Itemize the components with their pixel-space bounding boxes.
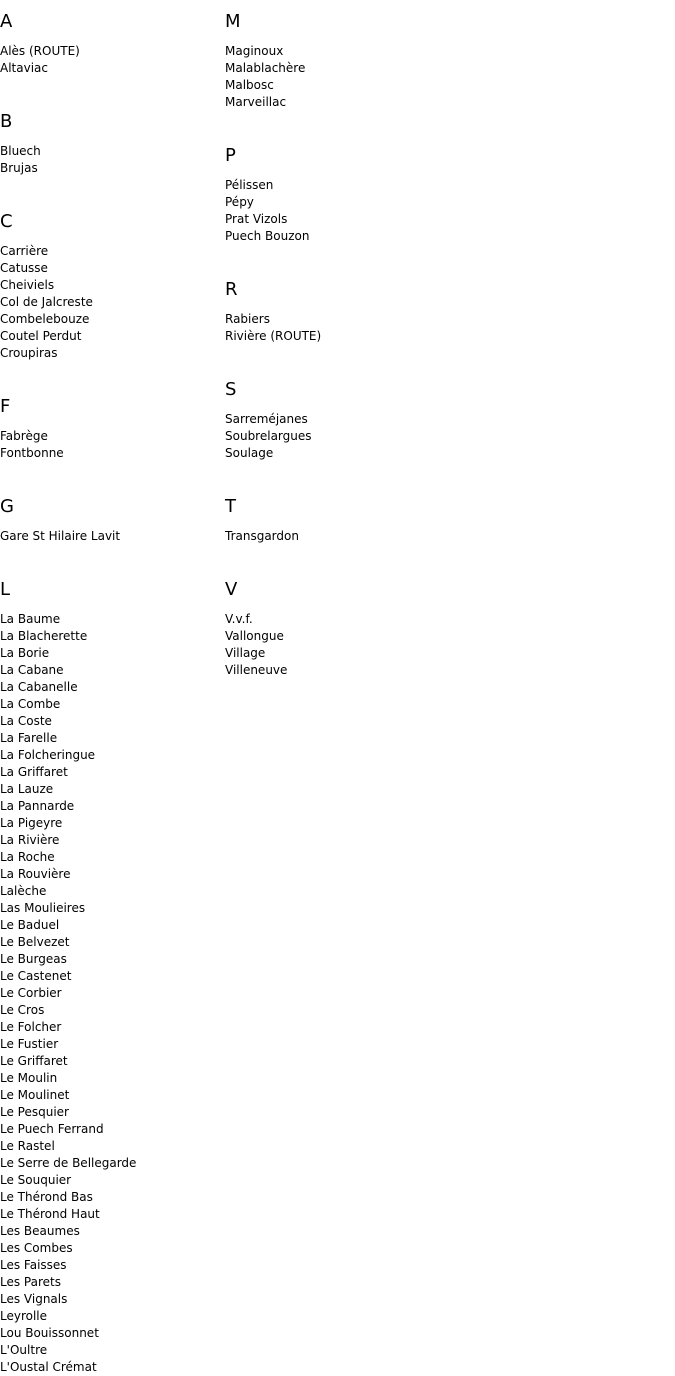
place-link-le-burgeas[interactable]: Le Burgeas [0, 952, 67, 966]
letter-group-g [0, 462, 220, 545]
place-link-le-puech-ferrand[interactable]: Le Puech Ferrand [0, 1122, 104, 1136]
letter-group-r [225, 245, 445, 345]
place-link-le-belvezet[interactable]: Le Belvezet [0, 935, 70, 949]
letter-heading-a: A [0, 11, 13, 32]
place-link-les-beaumes[interactable]: Les Beaumes [0, 1224, 80, 1238]
group-spacer [0, 77, 220, 100]
place-link-la-rouviere[interactable]: La Rouvière [0, 867, 71, 881]
place-link-sarremejanes[interactable]: Sarreméjanes [225, 412, 308, 426]
place-list [225, 611, 445, 679]
place-link-la-riviere[interactable]: La Rivière [0, 833, 60, 847]
place-list [0, 528, 220, 545]
place-link-la-baume[interactable]: La Baume [0, 612, 61, 626]
place-link-le-griffaret[interactable]: Le Griffaret [0, 1054, 68, 1068]
place-list [0, 243, 220, 362]
place-link-les-parets[interactable]: Les Parets [0, 1275, 61, 1289]
group-spacer [0, 545, 220, 568]
letter-group-a [0, 12, 220, 77]
place-link-catusse[interactable]: Catusse [0, 261, 48, 275]
place-link-le-souquier[interactable]: Le Souquier [0, 1173, 72, 1187]
place-link-ales-route[interactable]: Alès (ROUTE) [0, 44, 80, 58]
letter-group-s [225, 345, 445, 462]
place-link-las-moulieires[interactable]: Las Moulieires [0, 901, 86, 915]
place-link-le-cros[interactable]: Le Cros [0, 1003, 45, 1017]
place-link-col-de-jalcreste[interactable]: Col de Jalcreste [0, 295, 93, 309]
place-link-le-therond-haut[interactable]: Le Thérond Haut [0, 1207, 100, 1221]
letter-heading-v: V [225, 579, 238, 600]
letter-heading-g: G [0, 496, 14, 517]
place-link-cheiviels[interactable]: Cheiviels [0, 278, 55, 292]
place-link-les-vignals[interactable]: Les Vignals [0, 1292, 68, 1306]
place-link-le-serre-de-bellegarde[interactable]: Le Serre de Bellegarde [0, 1156, 137, 1170]
place-link-le-pesquier[interactable]: Le Pesquier [0, 1105, 69, 1119]
letter-group-l [0, 545, 220, 1376]
place-link-la-combe[interactable]: La Combe [0, 697, 61, 711]
place-link-la-cabane[interactable]: La Cabane [0, 663, 64, 677]
letter-heading-r: R [225, 279, 238, 300]
group-spacer [0, 177, 220, 200]
right-column [225, 0, 445, 679]
letter-group-c [0, 177, 220, 362]
place-list [225, 177, 445, 245]
letter-group-m [225, 12, 445, 111]
place-link-la-pannarde[interactable]: La Pannarde [0, 799, 75, 813]
place-link-gare-st-hilaire-lavit[interactable]: Gare St Hilaire Lavit [0, 529, 121, 543]
letter-heading-l: L [0, 579, 11, 600]
place-link-leyrolle[interactable]: Leyrolle [0, 1309, 48, 1323]
letter-heading-c: C [0, 211, 13, 232]
place-link-le-moulinet[interactable]: Le Moulinet [0, 1088, 70, 1102]
place-link-la-borie[interactable]: La Borie [0, 646, 50, 660]
place-link-puech-bouzon[interactable]: Puech Bouzon [225, 229, 310, 243]
place-link-laleche[interactable]: Lalèche [0, 884, 47, 898]
place-link-coutel-perdut[interactable]: Coutel Perdut [0, 329, 82, 343]
group-spacer [0, 462, 220, 485]
place-link-vallongue[interactable]: Vallongue [225, 629, 284, 643]
group-spacer [0, 362, 220, 385]
place-link-l-oultre[interactable]: L'Oultre [0, 1343, 48, 1357]
place-link-pelissen[interactable]: Pélissen [225, 178, 274, 192]
place-link-combelebouze[interactable]: Combelebouze [0, 312, 90, 326]
letter-heading-m: M [225, 11, 241, 32]
place-link-le-fustier[interactable]: Le Fustier [0, 1037, 59, 1051]
place-link-le-folcher[interactable]: Le Folcher [0, 1020, 62, 1034]
place-link-fabrege[interactable]: Fabrège [0, 429, 48, 443]
letter-heading-b: B [0, 111, 13, 132]
group-spacer [225, 462, 445, 485]
left-column [0, 0, 220, 1376]
place-link-le-therond-bas[interactable]: Le Thérond Bas [0, 1190, 93, 1204]
letter-group-p [225, 111, 445, 245]
place-link-le-corbier[interactable]: Le Corbier [0, 986, 62, 1000]
place-link-soubrelargues[interactable]: Soubrelargues [225, 429, 312, 443]
place-link-soulage[interactable]: Soulage [225, 446, 274, 460]
letter-group-f [0, 362, 220, 462]
place-list [0, 143, 220, 177]
place-link-malablachere[interactable]: Malablachère [225, 61, 306, 75]
place-list [225, 411, 445, 462]
place-link-le-moulin[interactable]: Le Moulin [0, 1071, 58, 1085]
place-link-la-griffaret[interactable]: La Griffaret [0, 765, 68, 779]
place-link-la-lauze[interactable]: La Lauze [0, 782, 54, 796]
place-link-village[interactable]: Village [225, 646, 266, 660]
place-link-v-v-f[interactable]: V.v.f. [225, 612, 253, 626]
letter-heading-f: F [0, 396, 11, 417]
place-link-croupiras[interactable]: Croupiras [0, 346, 58, 360]
place-link-la-folcheringue[interactable]: La Folcheringue [0, 748, 96, 762]
group-spacer [225, 545, 445, 568]
place-link-la-pigeyre[interactable]: La Pigeyre [0, 816, 63, 830]
place-link-maginoux[interactable]: Maginoux [225, 44, 284, 58]
letter-group-v [225, 545, 445, 679]
place-link-la-cabanelle[interactable]: La Cabanelle [0, 680, 78, 694]
place-link-riviere-route[interactable]: Rivière (ROUTE) [225, 329, 322, 343]
place-link-la-roche[interactable]: La Roche [0, 850, 55, 864]
place-list [225, 311, 445, 345]
place-list [0, 43, 220, 77]
letter-heading-t: T [225, 496, 236, 517]
place-link-transgardon[interactable]: Transgardon [225, 529, 299, 543]
place-link-malbosc[interactable]: Malbosc [225, 78, 274, 92]
place-link-pepy[interactable]: Pépy [225, 195, 254, 209]
place-list [0, 611, 220, 1376]
place-link-le-baduel[interactable]: Le Baduel [0, 918, 60, 932]
place-link-rabiers[interactable]: Rabiers [225, 312, 270, 326]
place-link-lou-bouissonnet[interactable]: Lou Bouissonnet [0, 1326, 99, 1340]
place-list [225, 43, 445, 111]
letter-heading-s: S [225, 379, 237, 400]
letter-group-b [0, 77, 220, 177]
place-link-bluech[interactable]: Bluech [0, 144, 41, 158]
place-list [0, 428, 220, 462]
group-spacer [225, 245, 445, 268]
place-link-le-rastel[interactable]: Le Rastel [0, 1139, 55, 1153]
place-link-l-oustal-cremat[interactable]: L'Oustal Crémat [0, 1360, 97, 1374]
place-link-fontbonne[interactable]: Fontbonne [0, 446, 64, 460]
place-link-le-castenet[interactable]: Le Castenet [0, 969, 72, 983]
place-link-prat-vizols[interactable]: Prat Vizols [225, 212, 288, 226]
place-link-la-farelle[interactable]: La Farelle [0, 731, 58, 745]
place-link-la-blacherette[interactable]: La Blacherette [0, 629, 88, 643]
group-spacer [225, 111, 445, 134]
place-link-la-coste[interactable]: La Coste [0, 714, 52, 728]
place-link-altaviac[interactable]: Altaviac [0, 61, 48, 75]
place-link-villeneuve[interactable]: Villeneuve [225, 663, 288, 677]
place-list [225, 528, 445, 545]
letter-heading-p: P [225, 145, 236, 166]
place-link-marveillac[interactable]: Marveillac [225, 95, 287, 109]
place-link-brujas[interactable]: Brujas [0, 161, 38, 175]
place-link-les-combes[interactable]: Les Combes [0, 1241, 73, 1255]
letter-group-t [225, 462, 445, 545]
group-spacer [225, 345, 445, 368]
place-link-carriere[interactable]: Carrière [0, 244, 49, 258]
place-link-les-faisses[interactable]: Les Faisses [0, 1258, 67, 1272]
